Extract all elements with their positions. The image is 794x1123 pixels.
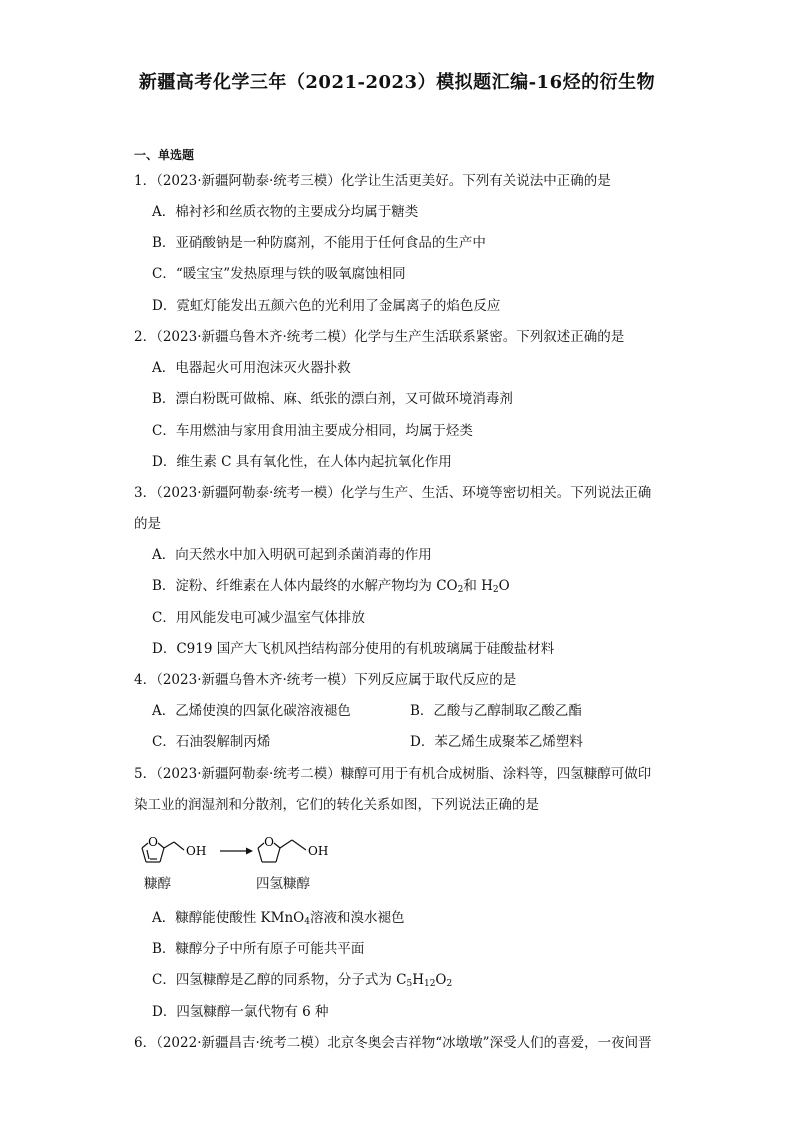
question-5-option-a-text: A．糠醇能使酸性 KMnO: [152, 910, 305, 926]
question-3-option-c: C．用风能发电可减少温室气体排放: [152, 610, 365, 626]
question-3-option-b-text: 和 H: [463, 578, 493, 594]
question-2-option-b: B．漂白粉既可做棉、麻、纸张的漂白剂，又可做环境消毒剂: [152, 391, 513, 407]
question-1-stem: 1．（2023·新疆阿勒泰·统考三模）化学让生活更美好。下列有关说法中正确的是: [134, 173, 611, 189]
question-4-option-a: A．乙烯使溴的四氯化碳溶液褪色: [152, 703, 351, 719]
subscript: 5: [406, 979, 413, 989]
question-2-stem: 2．（2023·新疆乌鲁木齐·统考二模）化学与生产生活联系紧密。下列叙述正确的是: [134, 329, 625, 345]
furan-oxygen-label: O: [148, 835, 158, 849]
question-4-stem: 4．（2023·新疆乌鲁木齐·统考一模）下列反应属于取代反应的是: [134, 672, 517, 688]
question-1-option-a: A．棉衬衫和丝质衣物的主要成分均属于糖类: [152, 204, 419, 220]
chemical-structure-diagram: [134, 826, 354, 890]
question-4-option-c: C．石油裂解制丙烯: [152, 734, 271, 750]
question-5-option-d: D．四氢糠醇一氯代物有 6 种: [152, 1004, 329, 1020]
reaction-arrow: [220, 848, 253, 855]
question-3-stem-line-1: 3．（2023·新疆阿勒泰·统考一模）化学与生产、生活、环境等密切相关。下列说法正确: [134, 485, 652, 501]
furfuryl-hydroxyl-label: OH: [186, 844, 207, 858]
question-2-option-c: C．车用燃油与家用食用油主要成分相同，均属于烃类: [152, 423, 473, 439]
subscript: 2: [446, 979, 453, 989]
subscript: 12: [423, 979, 436, 989]
question-2-option-a: A．电器起火可用泡沫灭火器扑救: [152, 360, 351, 376]
question-3-option-b-text: B．淀粉、纤维素在人体内最终的水解产物均为 CO: [152, 578, 458, 594]
subscript: 4: [304, 917, 310, 927]
question-5-option-c-text: C．四氢糠醇是乙醇的同系物，分子式为 C: [152, 972, 407, 988]
question-4-option-d: D．苯乙烯生成聚苯乙烯塑料: [410, 734, 583, 750]
question-1-option-d: D．霓虹灯能发出五颜六色的光利用了金属离子的焰色反应: [152, 298, 501, 314]
question-4-option-b: B．乙酸与乙醇制取乙酸乙酯: [410, 703, 582, 719]
question-5-option-c-text: O: [435, 972, 447, 988]
question-6-stem-line-1: 6．（2022·新疆昌吉·统考二模）北京冬奥会吉祥物“冰墩墩”深受人们的喜爱，一夜间晋: [134, 1035, 652, 1051]
question-5-option-c-text: H: [412, 972, 424, 988]
question-3-option-a: A．向天然水中加入明矾可起到杀菌消毒的作用: [152, 547, 432, 563]
question-1-option-b: B．亚硝酸钠是一种防腐剂，不能用于任何食品的生产中: [152, 235, 486, 251]
question-3-option-d: D．C919 国产大飞机风挡结构部分使用的有机玻璃属于硅酸盐材料: [152, 641, 555, 657]
reaction-scheme: [134, 826, 354, 870]
question-3-option-b: [152, 577, 510, 599]
question-3-stem-line-2: 的是: [134, 516, 161, 532]
question-5-option-a-text: 溶液和溴水褪色: [309, 910, 405, 926]
question-5-option-b: B．糠醇分子中所有原子可能共平面: [152, 941, 365, 957]
question-5-option-a: [152, 909, 404, 931]
thf-hydroxyl-label: OH: [308, 844, 329, 858]
subscript: 2: [457, 585, 464, 595]
furfuryl-alcohol-label: 糠醇: [144, 876, 171, 892]
tetrahydrofurfuryl-alcohol-label: 四氢糠醇: [256, 876, 310, 892]
question-2-option-d: D．维生素 C 具有氧化性，在人体内起抗氧化作用: [152, 454, 452, 470]
section-heading: 一、单选题: [134, 148, 195, 162]
thf-oxygen-label: O: [264, 835, 274, 849]
question-3-option-b-text: O: [498, 578, 510, 594]
question-5-stem-line-1: 5．（2023·新疆阿勒泰·统考二模）糠醇可用于有机合成树脂、涂料等，四氢糠醇可做印: [134, 766, 652, 782]
question-5-stem-line-2: 染工业的润湿剂和分散剂，它们的转化关系如图，下列说法正确的是: [134, 797, 539, 813]
document-title: 新疆高考化学三年（2021-2023）模拟题汇编-16烃的衍生物: [138, 72, 656, 93]
question-1-option-c: C．“暖宝宝”发热原理与铁的吸氧腐蚀相同: [152, 266, 406, 282]
question-5-option-c: [152, 971, 452, 993]
subscript: 2: [492, 585, 499, 595]
